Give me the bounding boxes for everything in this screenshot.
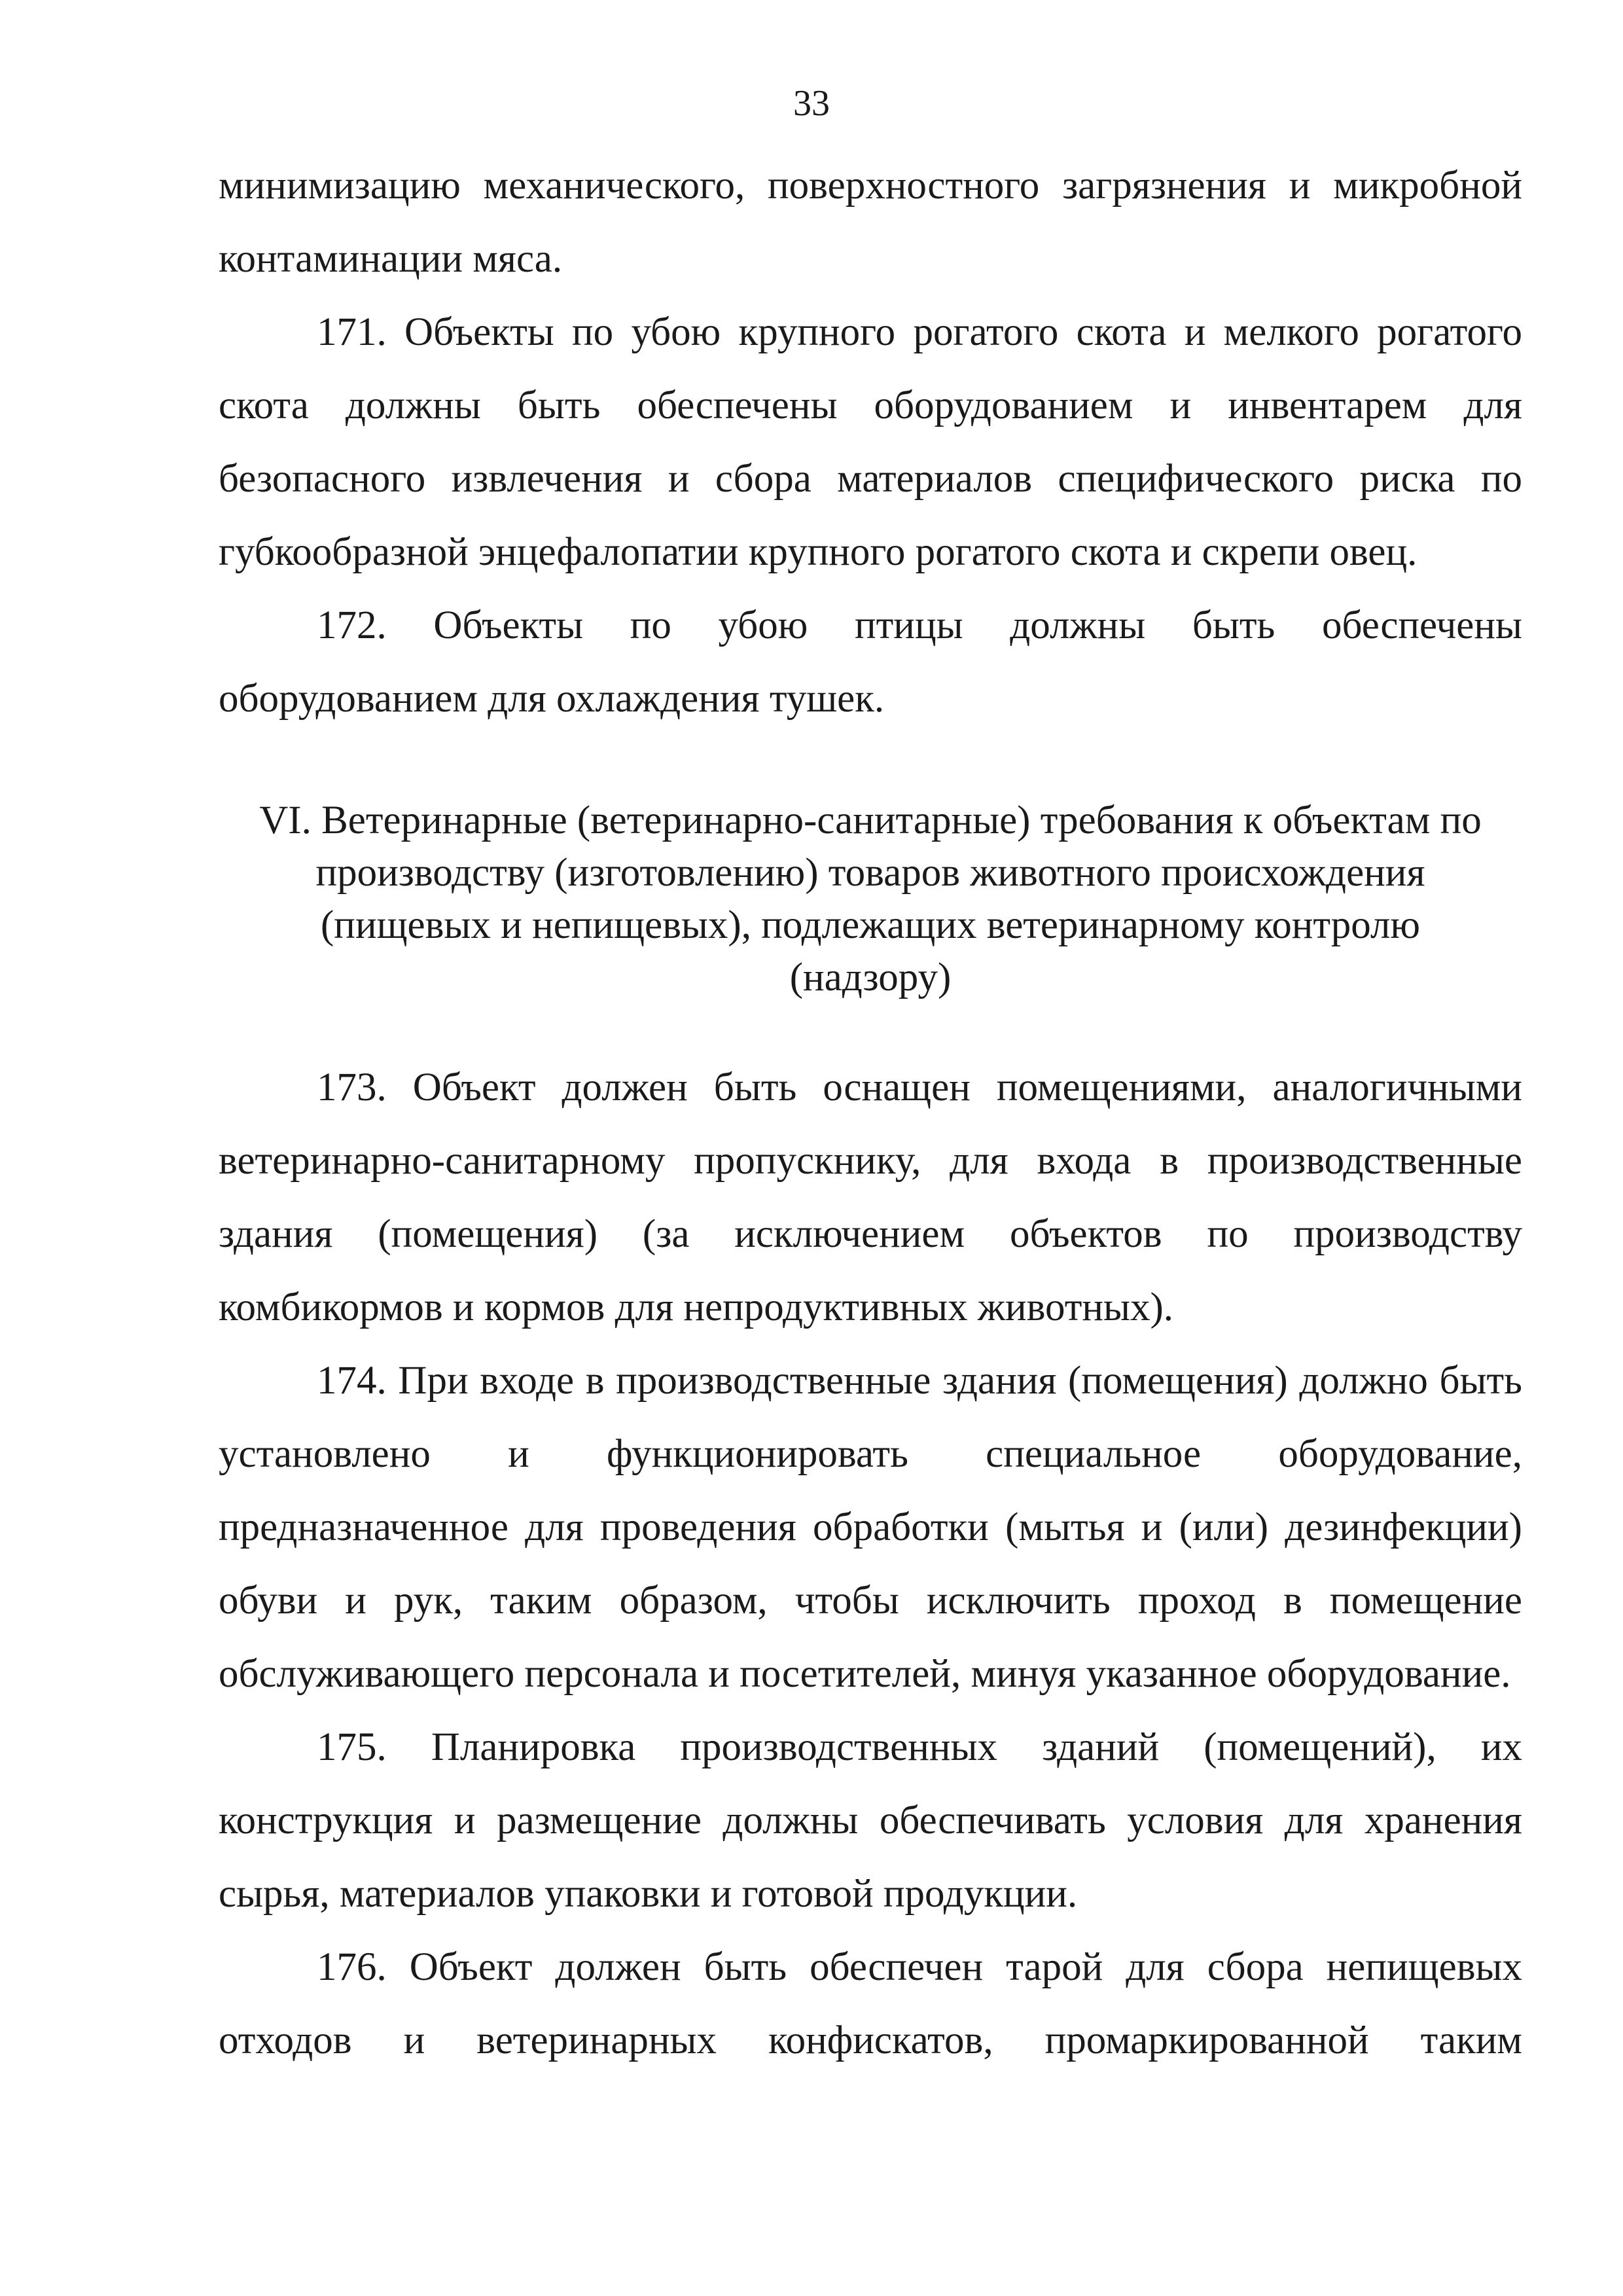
page-number: 33 [793,83,830,124]
paragraph-175: 175. Планировка производственных зданий (помещений), их конструкция и размещение должны обеспечивать условия для хранения сырья, материалов упаковки и готовой продукции. [219,1725,1522,1916]
paragraph-176: 176. Объект должен быть обеспечен тарой для сбора непищевых отходов и ветеринарных конфискатов, промаркированной таким [219,1945,1522,2062]
paragraph-174: 174. При входе в производственные здания (помещения) должно быть установлено и функционировать специальное оборудование, предназначенное для проведения обработки (мытья и (или) дезинфекции) обуви и рук, таким образом, чтобы исключить проход в помещение обслуживающего персонала и посетителей, минуя указанное оборудование. [219,1359,1522,1696]
paragraph-continuation: минимизацию механического, поверхностного загрязнения и микробной контаминации мяса. [219,164,1522,281]
section-heading-line: VI. Ветеринарные (ветеринарно-санитарные) требования к объектам по [259,798,1482,842]
paragraph-173: 173. Объект должен быть оснащен помещениями, аналогичными ветеринарно-санитарному пропускнику, для входа в производственные здания (помещения) (за исключением объектов по производству комбикормов и кормов для непродуктивных животных). [219,1066,1522,1329]
paragraph-172: 172. Объекты по убою птицы должны быть обеспечены оборудованием для охлаждения тушек. [219,603,1522,721]
paragraph-171: 171. Объекты по убою крупного рогатого скота и мелкого рогатого скота должны быть обеспечены оборудованием и инвентарем для безопасного извлечения и сбора материалов специфического риска по губкообразной энцефалопатии крупного рогатого скота и скрепи овец. [219,310,1522,574]
section-heading [219,795,1522,1004]
section-heading-line: производству (изготовлению) товаров животного происхождения [315,851,1425,895]
section-heading-line: (пищевых и непищевых), подлежащих ветеринарному контролю [320,903,1420,947]
document-body [219,149,1522,2077]
section-heading-line: (надзору) [789,956,952,999]
